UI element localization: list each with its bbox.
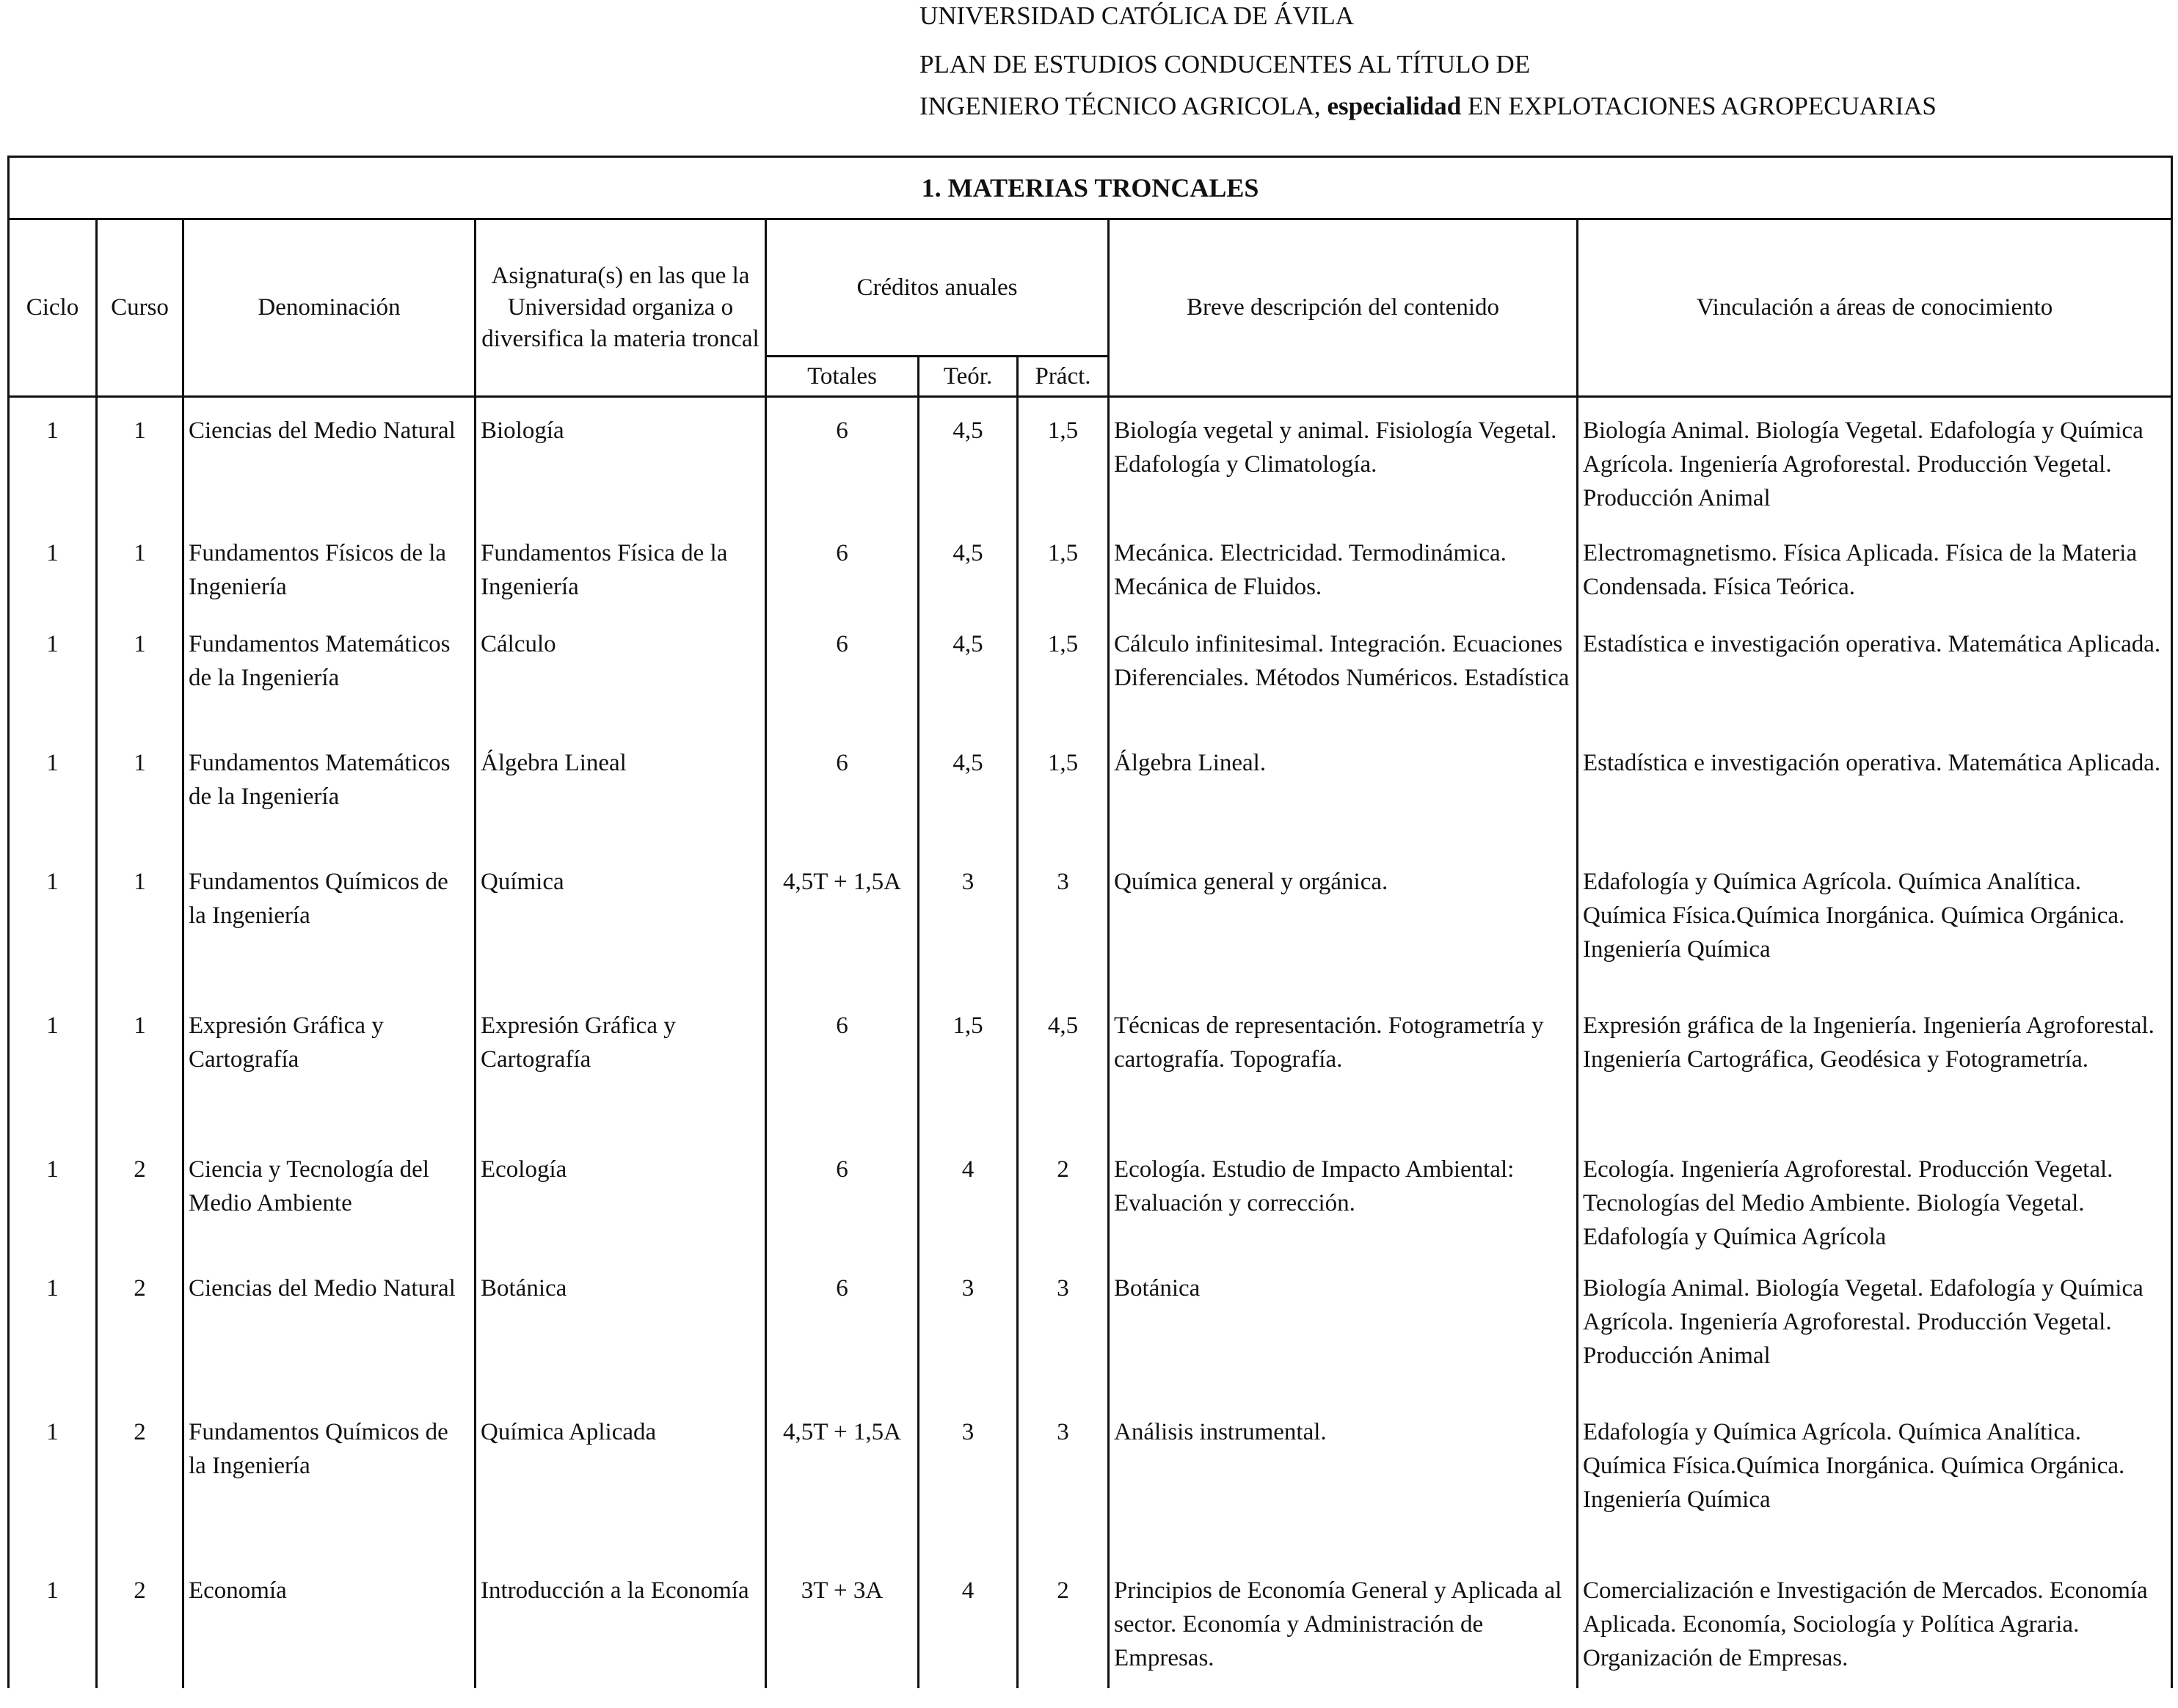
cell-totales: 6 xyxy=(766,624,919,743)
cell-ciclo: 1 xyxy=(9,1412,97,1571)
cell-denominacion: Ciencias del Medio Natural xyxy=(183,397,476,533)
cell-descripcion: Cálculo infinitesimal. Integración. Ecuaciones Diferenciales. Métodos Numéricos. Estadística xyxy=(1109,624,1578,743)
cell-totales: 6 xyxy=(766,1150,919,1269)
university-name: UNIVERSIDAD CATÓLICA DE ÁVILA xyxy=(919,1,1355,30)
cell-teor: 3 xyxy=(919,862,1018,1006)
cell-pract: 1,5 xyxy=(1018,743,1109,862)
cell-asignatura: Expresión Gráfica y Cartografía xyxy=(476,1006,766,1150)
degree-title-part3: EN EXPLOTACIONES AGROPECUARIAS xyxy=(1467,92,1937,120)
col-teor: Teór. xyxy=(919,357,1018,397)
cell-vinculacion: Expresión gráfica de la Ingeniería. Ingeniería Agroforestal. Ingeniería Cartográfica, Geodésica y Fotogrametría. xyxy=(1578,1006,2172,1150)
degree-title-part1: INGENIERO TÉCNICO AGRICOLA, xyxy=(919,92,1321,120)
cell-curso: 2 xyxy=(97,1412,183,1571)
cell-denominacion: Economía xyxy=(183,1571,476,1688)
cell-pract: 3 xyxy=(1018,1412,1109,1571)
cell-asignatura: Fundamentos Física de la Ingeniería xyxy=(476,533,766,624)
cell-curso: 2 xyxy=(97,1571,183,1688)
cell-ciclo: 1 xyxy=(9,1150,97,1269)
col-vinculacion: Vinculación a áreas de conocimiento xyxy=(1578,219,2172,397)
table-row xyxy=(9,1269,2172,1412)
section-title: 1. MATERIAS TRONCALES xyxy=(9,157,2172,219)
cell-ciclo: 1 xyxy=(9,1006,97,1150)
cell-totales: 3T + 3A xyxy=(766,1571,919,1688)
cell-pract: 1,5 xyxy=(1018,397,1109,533)
cell-curso: 1 xyxy=(97,533,183,624)
cell-asignatura: Introducción a la Economía xyxy=(476,1571,766,1688)
cell-pract: 4,5 xyxy=(1018,1006,1109,1150)
degree-title xyxy=(919,92,1937,121)
cell-denominacion: Fundamentos Matemáticos de la Ingeniería xyxy=(183,624,476,743)
cell-vinculacion: Comercialización e Investigación de Mercados. Economía Aplicada. Economía, Sociología y Política Agraria. Organización de Empresas. xyxy=(1578,1571,2172,1688)
cell-pract: 1,5 xyxy=(1018,624,1109,743)
cell-vinculacion: Biología Animal. Biología Vegetal. Edafología y Química Agrícola. Ingeniería Agroforestal. Producción Vegetal. Producción Animal xyxy=(1578,1269,2172,1412)
cell-asignatura: Ecología xyxy=(476,1150,766,1269)
cell-descripcion: Ecología. Estudio de Impacto Ambiental: Evaluación y corrección. xyxy=(1109,1150,1578,1269)
cell-teor: 3 xyxy=(919,1412,1018,1571)
cell-curso: 1 xyxy=(97,743,183,862)
table-row xyxy=(9,1006,2172,1150)
cell-vinculacion: Estadística e investigación operativa. Matemática Aplicada. xyxy=(1578,743,2172,862)
cell-teor: 1,5 xyxy=(919,1006,1018,1150)
table-row xyxy=(9,1412,2172,1571)
cell-descripcion: Técnicas de representación. Fotogrametría y cartografía. Topografía. xyxy=(1109,1006,1578,1150)
cell-vinculacion: Edafología y Química Agrícola. Química Analítica. Química Física.Química Inorgánica. Química Orgánica. Ingeniería Química xyxy=(1578,1412,2172,1571)
cell-curso: 2 xyxy=(97,1269,183,1412)
cell-totales: 6 xyxy=(766,1006,919,1150)
col-totales: Totales xyxy=(766,357,919,397)
table-row xyxy=(9,1150,2172,1269)
cell-totales: 4,5T + 1,5A xyxy=(766,1412,919,1571)
cell-vinculacion: Edafología y Química Agrícola. Química Analítica. Química Física.Química Inorgánica. Química Orgánica. Ingeniería Química xyxy=(1578,862,2172,1006)
degree-title-part2: especialidad xyxy=(1327,92,1462,120)
plan-heading: PLAN DE ESTUDIOS CONDUCENTES AL TÍTULO DE xyxy=(919,50,1531,79)
cell-totales: 6 xyxy=(766,743,919,862)
cell-teor: 4,5 xyxy=(919,624,1018,743)
cell-totales: 6 xyxy=(766,533,919,624)
cell-totales: 4,5T + 1,5A xyxy=(766,862,919,1006)
cell-denominacion: Ciencia y Tecnología del Medio Ambiente xyxy=(183,1150,476,1269)
table-row xyxy=(9,397,2172,533)
table-row xyxy=(9,533,2172,624)
materias-troncales-table xyxy=(7,156,2173,1688)
cell-teor: 4,5 xyxy=(919,397,1018,533)
cell-vinculacion: Electromagnetismo. Física Aplicada. Física de la Materia Condensada. Física Teórica. xyxy=(1578,533,2172,624)
cell-denominacion: Fundamentos Matemáticos de la Ingeniería xyxy=(183,743,476,862)
cell-curso: 1 xyxy=(97,1006,183,1150)
cell-vinculacion: Estadística e investigación operativa. Matemática Aplicada. xyxy=(1578,624,2172,743)
col-curso: Curso xyxy=(97,219,183,397)
table-row xyxy=(9,862,2172,1006)
cell-descripcion: Mecánica. Electricidad. Termodinámica. Mecánica de Fluidos. xyxy=(1109,533,1578,624)
cell-vinculacion: Biología Animal. Biología Vegetal. Edafología y Química Agrícola. Ingeniería Agroforestal. Producción Vegetal. Producción Animal xyxy=(1578,397,2172,533)
cell-teor: 4 xyxy=(919,1571,1018,1688)
cell-curso: 1 xyxy=(97,862,183,1006)
cell-ciclo: 1 xyxy=(9,397,97,533)
cell-descripcion: Álgebra Lineal. xyxy=(1109,743,1578,862)
table-row xyxy=(9,1571,2172,1688)
cell-ciclo: 1 xyxy=(9,1269,97,1412)
col-descripcion: Breve descripción del contenido xyxy=(1109,219,1578,397)
cell-asignatura: Química xyxy=(476,862,766,1006)
col-asignatura: Asignatura(s) en las que la Universidad organiza o diversifica la materia troncal xyxy=(476,219,766,397)
cell-descripcion: Biología vegetal y animal. Fisiología Vegetal. Edafología y Climatología. xyxy=(1109,397,1578,533)
cell-curso: 1 xyxy=(97,624,183,743)
col-denominacion: Denominación xyxy=(183,219,476,397)
cell-ciclo: 1 xyxy=(9,862,97,1006)
cell-totales: 6 xyxy=(766,1269,919,1412)
cell-teor: 4,5 xyxy=(919,743,1018,862)
cell-pract: 2 xyxy=(1018,1571,1109,1688)
cell-asignatura: Cálculo xyxy=(476,624,766,743)
cell-descripcion: Principios de Economía General y Aplicada al sector. Economía y Administración de Empresas. xyxy=(1109,1571,1578,1688)
cell-pract: 1,5 xyxy=(1018,533,1109,624)
cell-denominacion: Fundamentos Químicos de la Ingeniería xyxy=(183,1412,476,1571)
cell-vinculacion: Ecología. Ingeniería Agroforestal. Producción Vegetal. Tecnologías del Medio Ambiente. Biología Vegetal. Edafología y Química Agrícola xyxy=(1578,1150,2172,1269)
cell-ciclo: 1 xyxy=(9,624,97,743)
cell-denominacion: Ciencias del Medio Natural xyxy=(183,1269,476,1412)
cell-teor: 3 xyxy=(919,1269,1018,1412)
table-row xyxy=(9,624,2172,743)
cell-descripcion: Análisis instrumental. xyxy=(1109,1412,1578,1571)
cell-ciclo: 1 xyxy=(9,743,97,862)
cell-asignatura: Álgebra Lineal xyxy=(476,743,766,862)
cell-teor: 4,5 xyxy=(919,533,1018,624)
col-pract: Práct. xyxy=(1018,357,1109,397)
cell-denominacion: Expresión Gráfica y Cartografía xyxy=(183,1006,476,1150)
cell-curso: 2 xyxy=(97,1150,183,1269)
cell-teor: 4 xyxy=(919,1150,1018,1269)
cell-asignatura: Botánica xyxy=(476,1269,766,1412)
cell-asignatura: Biología xyxy=(476,397,766,533)
cell-descripcion: Botánica xyxy=(1109,1269,1578,1412)
table-body xyxy=(9,397,2172,1688)
col-ciclo: Ciclo xyxy=(9,219,97,397)
cell-curso: 1 xyxy=(97,397,183,533)
table-row xyxy=(9,743,2172,862)
cell-denominacion: Fundamentos Físicos de la Ingeniería xyxy=(183,533,476,624)
cell-asignatura: Química Aplicada xyxy=(476,1412,766,1571)
cell-ciclo: 1 xyxy=(9,533,97,624)
cell-totales: 6 xyxy=(766,397,919,533)
cell-ciclo: 1 xyxy=(9,1571,97,1688)
cell-pract: 3 xyxy=(1018,1269,1109,1412)
cell-pract: 3 xyxy=(1018,862,1109,1006)
cell-denominacion: Fundamentos Químicos de la Ingeniería xyxy=(183,862,476,1006)
cell-pract: 2 xyxy=(1018,1150,1109,1269)
col-creditos: Créditos anuales xyxy=(766,219,1109,357)
cell-descripcion: Química general y orgánica. xyxy=(1109,862,1578,1006)
